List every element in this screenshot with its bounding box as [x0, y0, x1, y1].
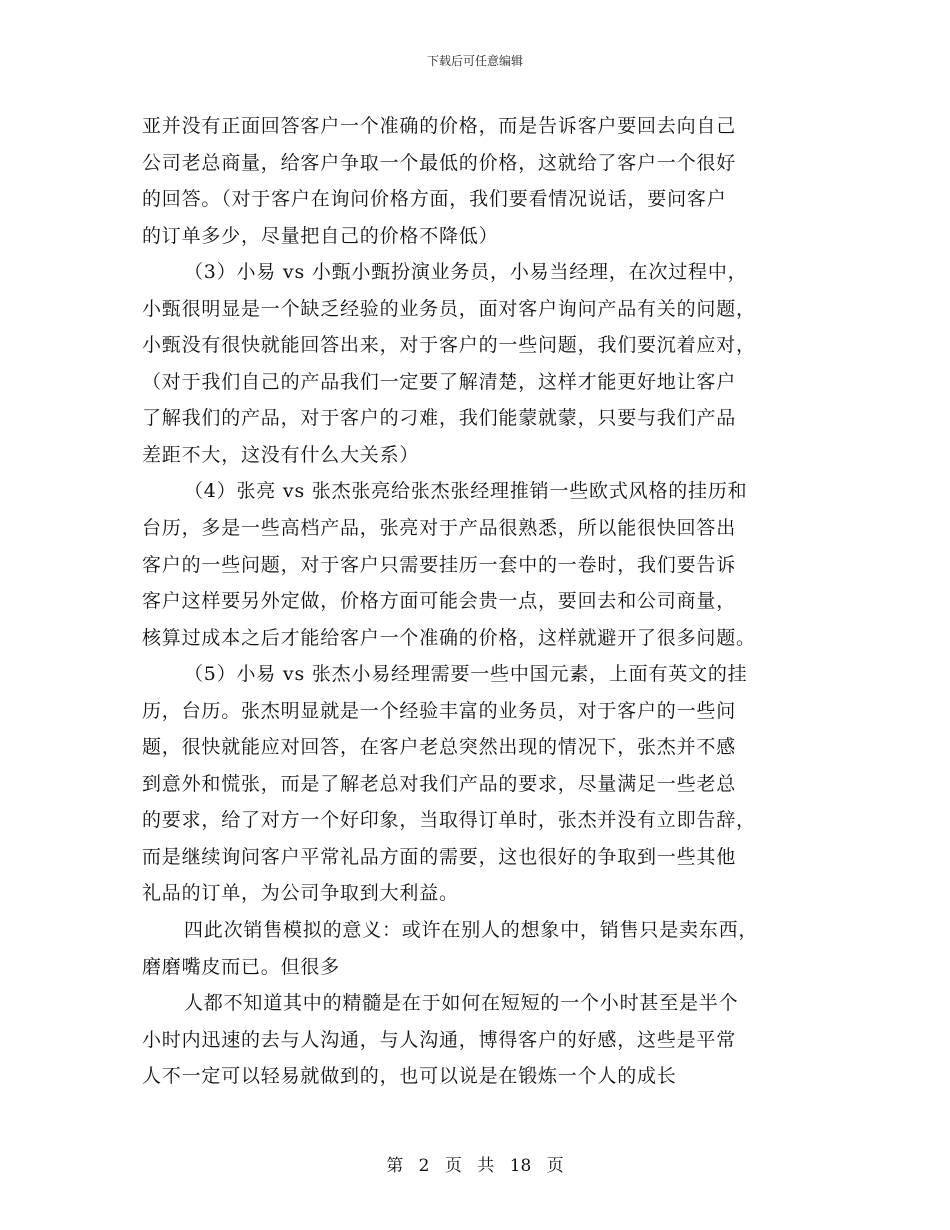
body-line: 到意外和慌张，而是了解老总对我们产品的要求，尽量满足一些老总	[142, 772, 737, 795]
page-word: 页	[444, 1156, 462, 1176]
body-line: 礼品的订单，为公司争取到大利益。	[142, 882, 459, 905]
body-line: 题，很快就能应对回答，在客户老总突然出现的情况下，张杰并不感	[142, 736, 737, 759]
body-line: 人不一定可以轻易就做到的，也可以说是在锻炼一个人的成长	[142, 1065, 677, 1088]
body-line: 亚并没有正面回答客户一个准确的价格，而是告诉客户要回去向自己	[142, 115, 737, 137]
body-line: （对于我们自己的产品我们一定要了解清楚，这样才能更好地让客户	[142, 370, 737, 393]
current-page-number: 2	[418, 1156, 430, 1176]
body-line: 公司老总商量，给客户争取一个最低的价格，这就给了客户一个很好	[142, 151, 737, 174]
body-line: 的回答。（对于客户在询问价格方面，我们要看情况说话，要问客户	[142, 188, 727, 211]
body-line: 历，台历。张杰明显就是一个经验丰富的业务员，对于客户的一些问	[142, 699, 737, 722]
paragraph-start-line: 四此次销售模拟的意义：或许在别人的想象中，销售只是卖东西，	[184, 919, 759, 942]
body-line: 小甄很明显是一个缺乏经验的业务员，面对客户询问产品有关的问题，	[142, 297, 756, 320]
body-line: 台历，多是一些高档产品，张亮对于产品很熟悉，所以能很快回答出	[142, 517, 737, 540]
total-word: 页	[546, 1156, 564, 1176]
total-prefix: 共	[477, 1156, 495, 1176]
body-line: 差距不大，这没有什么大关系）	[142, 443, 420, 466]
body-line: 客户这样要另外定做，价格方面可能会贵一点，要回去和公司商量，	[142, 590, 737, 613]
body-line: 小甄没有很快就能回答出来，对于客户的一些问题，我们要沉着应对，	[142, 334, 756, 357]
body-line: 核算过成本之后才能给客户一个准确的价格，这样就避开了很多问题。	[142, 626, 756, 649]
document-body	[142, 108, 814, 1095]
paragraph-start-line: （4）张亮 vs 张杰张亮给张杰张经理推销一些欧式风格的挂历和	[184, 480, 748, 503]
total-pages-number: 18	[509, 1156, 532, 1176]
body-line: 小时内迅速的去与人沟通，与人沟通，博得客户的好感，这些是平常	[142, 1028, 737, 1051]
body-line: 的订单多少，尽量把自己的价格不降低）	[142, 224, 499, 247]
paragraph-start-line: （3）小易 vs 小甄小甄扮演业务员，小易当经理，在次过程中，	[184, 261, 748, 284]
page-prefix: 第	[386, 1156, 404, 1176]
body-line: 客户的一些问题，对于客户只需要挂历一套中的一卷时，我们要告诉	[142, 553, 737, 576]
paragraph-start-line: 人都不知道其中的精髓是在于如何在短短的一个小时甚至是半个	[184, 992, 739, 1015]
body-line: 了解我们的产品，对于客户的刁难，我们能蒙就蒙，只要与我们产品	[142, 407, 737, 430]
body-line: 的要求，给了对方一个好印象，当取得订单时，张杰并没有立即告辞，	[142, 809, 756, 832]
paragraph-start-line: （5）小易 vs 张杰小易经理需要一些中国元素，上面有英文的挂	[184, 663, 748, 686]
page-footer	[0, 1155, 950, 1177]
body-line: 磨磨嘴皮而已。但很多	[142, 955, 341, 978]
page-header: 下载后可任意编辑	[426, 54, 523, 68]
body-line: 而是继续询问客户平常礼品方面的需要，这也很好的争取到一些其他	[142, 845, 737, 868]
